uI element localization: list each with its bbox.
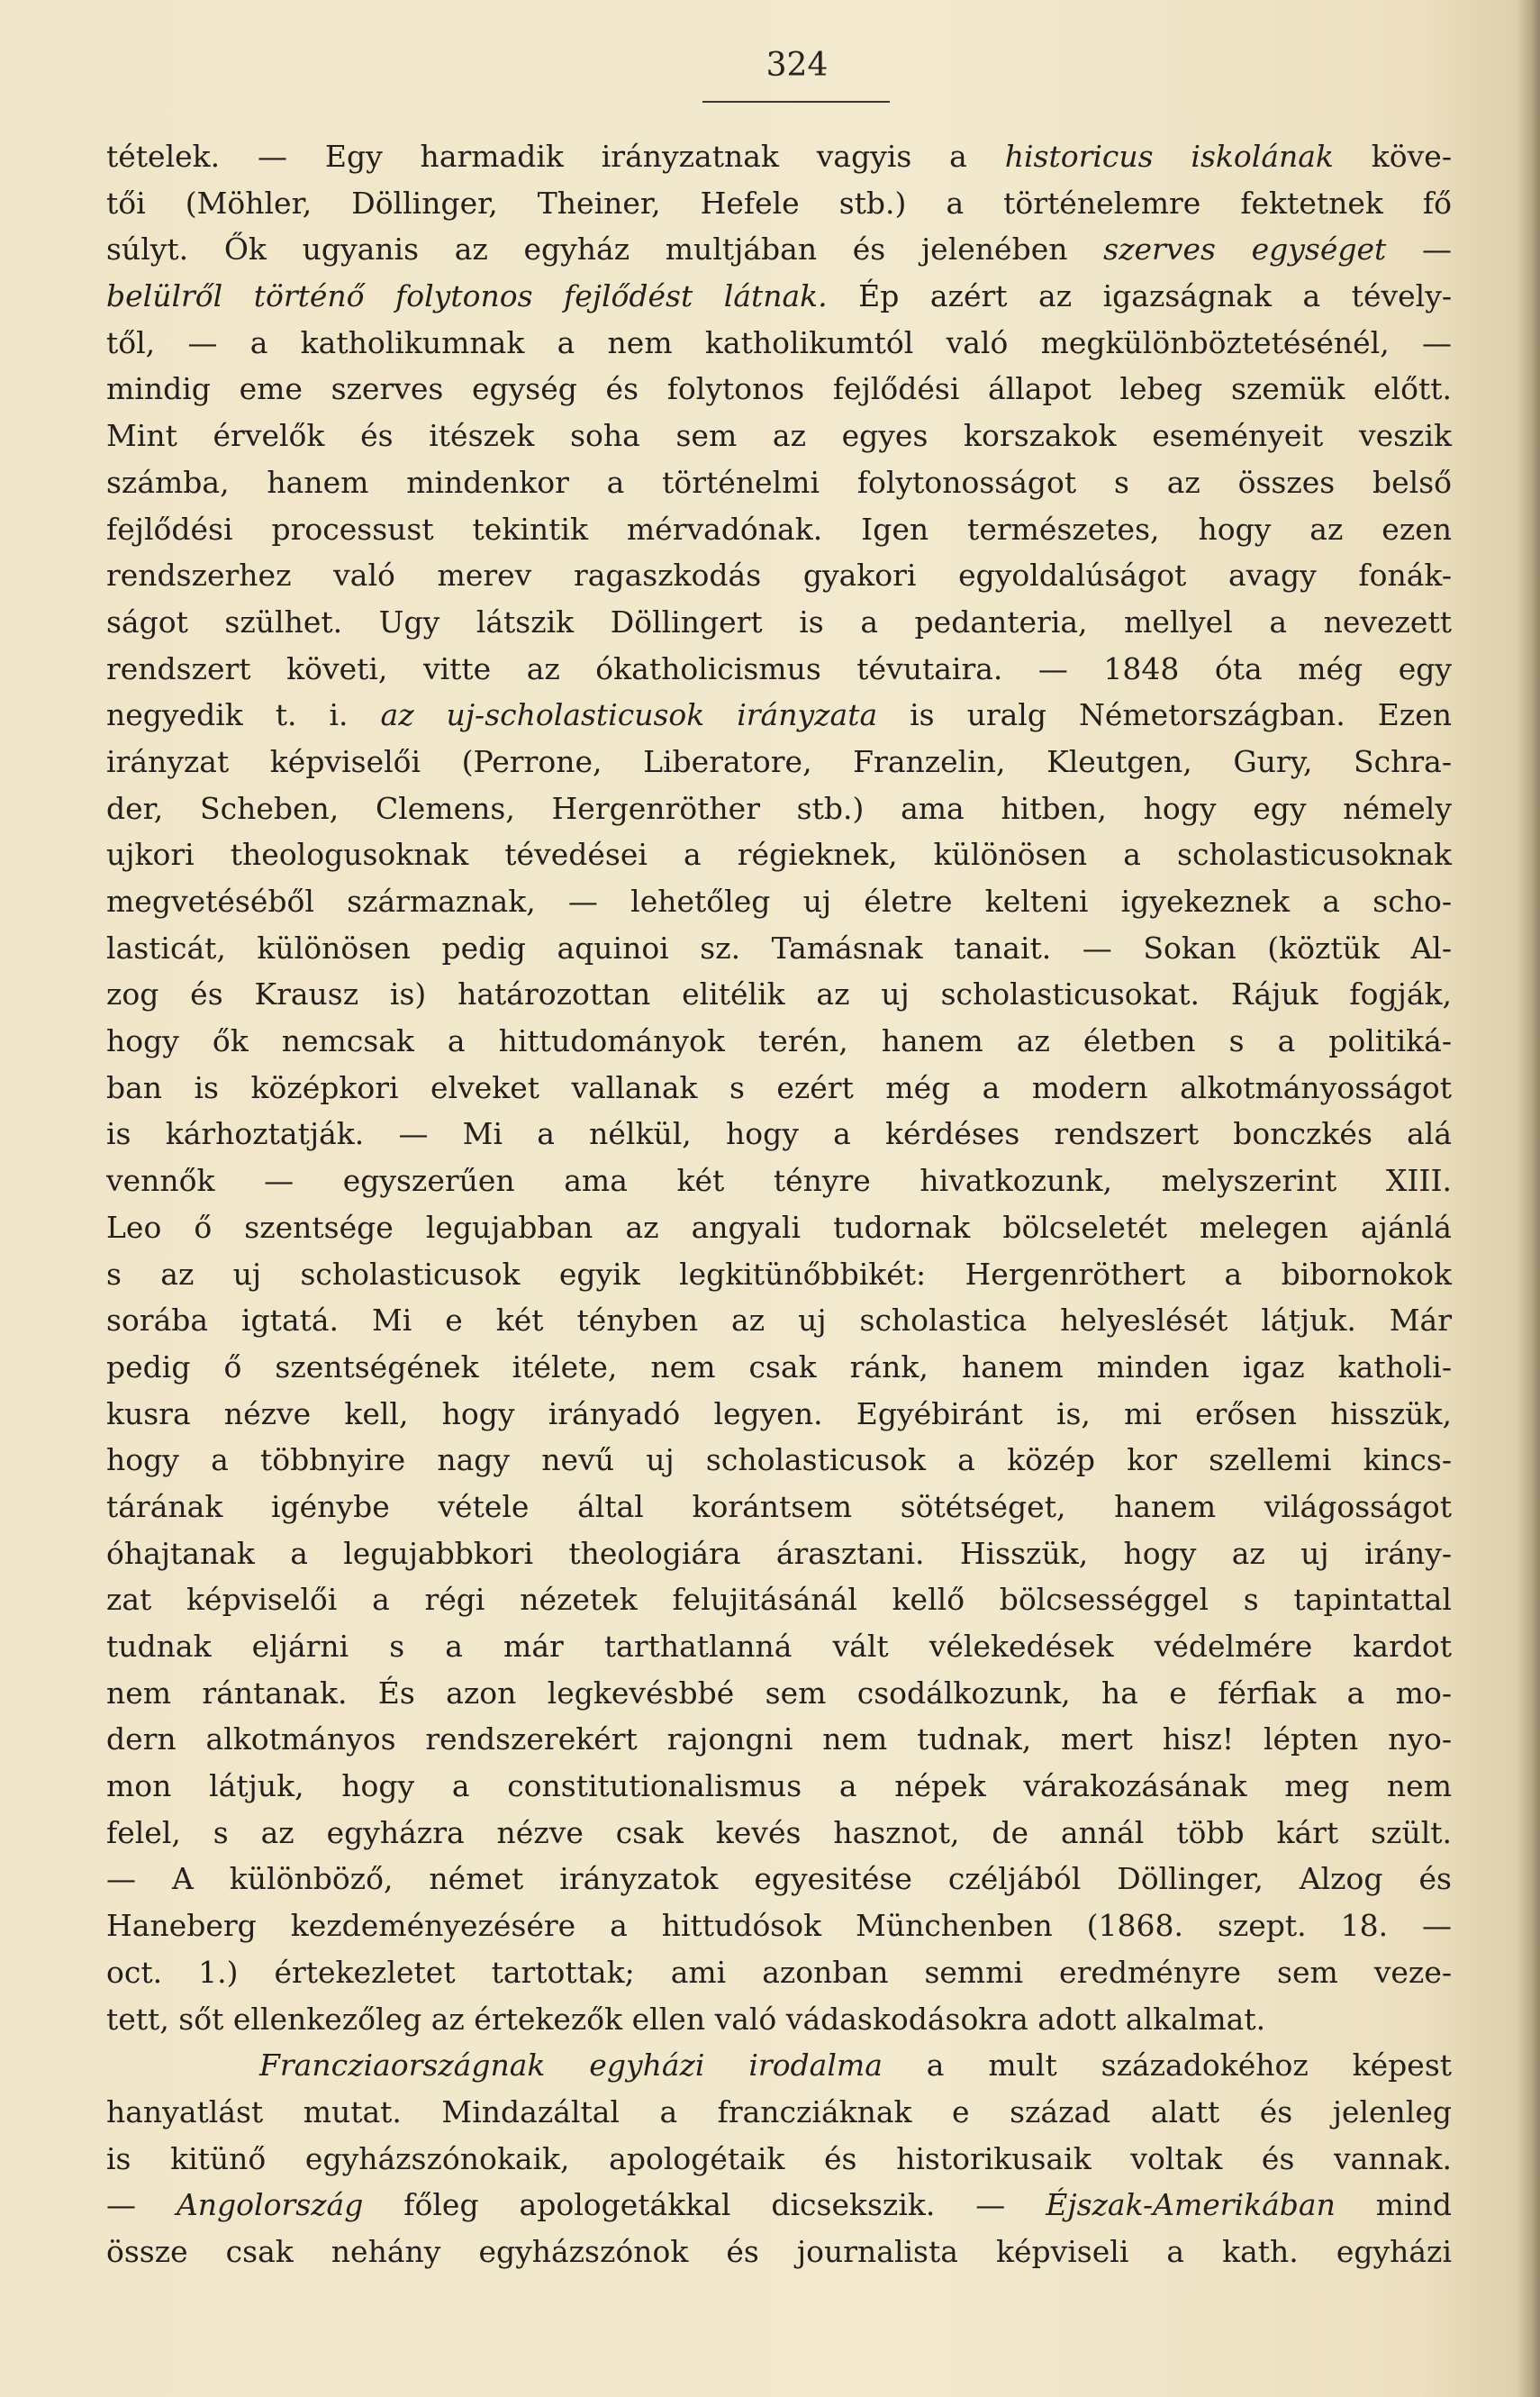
text-run: is kárhoztatják. — Mi a nélkül, hogy a kérdéses rendszert bonczkés alá xyxy=(106,1116,1452,1152)
italic-text: Francziaországnak egyházi irodalma xyxy=(259,2047,883,2084)
italic-text: Éjszak-Amerikában xyxy=(1046,2187,1336,2223)
text-line xyxy=(106,785,1452,832)
text-run: mon látjuk, hogy a constitutionalismus a népek várakozásának meg nem xyxy=(106,1768,1452,1804)
text-line xyxy=(106,1111,1452,1158)
text-line xyxy=(106,971,1452,1018)
text-line xyxy=(106,226,1452,273)
text-line xyxy=(106,692,1452,739)
text-run: számba, hanem mindenkor a történelmi folytonosságot s az összes belső xyxy=(106,464,1452,500)
text-line xyxy=(106,2042,1452,2089)
text-line xyxy=(106,1763,1452,1810)
text-run: mind xyxy=(1335,2187,1453,2223)
text-run: Mint érvelők és itészek soha sem az egyes korszakok eseményeit veszik xyxy=(106,418,1452,454)
text-run: irányzat képviselői (Perrone, Liberatore, Franzelin, Kleutgen, Gury, Schra- xyxy=(106,743,1452,779)
text-line xyxy=(106,2089,1452,2136)
text-run: hogy a többnyire nagy nevű uj scholasticusok a közép kor szellemi kincs- xyxy=(106,1442,1452,1478)
text-line xyxy=(106,133,1452,180)
text-line xyxy=(106,413,1452,459)
text-line xyxy=(106,831,1452,878)
text-run: kusra nézve kell, hogy irányadó legyen. Egyébiránt is, mi erősen hisszük, xyxy=(106,1395,1452,1431)
text-line xyxy=(106,1297,1452,1344)
italic-text: historicus iskolának xyxy=(1004,139,1334,174)
text-run: hanyatlást mutat. Mindazáltal a francziáknak e század alatt és jelenleg xyxy=(106,2093,1452,2129)
text-line xyxy=(106,925,1452,972)
text-run: — A különböző, német irányzatok egyesitése czéljából Döllinger, Alzog és xyxy=(106,1861,1452,1897)
text-run: nem rántanak. És azon legkevésbbé sem csodálkozunk, ha e férfiak a mo- xyxy=(106,1675,1452,1711)
text-line xyxy=(106,1949,1452,1996)
text-run: rendszerhez való merev ragaszkodás gyakori egyoldalúságot avagy fonák- xyxy=(106,558,1452,594)
text-line xyxy=(106,1018,1452,1065)
text-run: tárának igénybe vétele által korántsem sötétséget, hanem világosságot xyxy=(106,1488,1452,1524)
text-run: mindig eme szerves egység és folytonos fejlődési állapot lebeg szemük előtt. xyxy=(106,371,1452,407)
text-line xyxy=(106,2182,1452,2229)
text-run: től, — a katholikumnak a nem katholikumtól való megkülönböztetésénél, — xyxy=(106,324,1452,360)
text-run: sorába igtatá. Mi e két tényben az uj scholastica helyeslését látjuk. Már xyxy=(106,1303,1452,1339)
text-line xyxy=(106,366,1452,413)
text-line xyxy=(106,1484,1452,1530)
text-run: zat képviselői a régi nézetek felujitásánál kellő bölcsességgel s tapintattal xyxy=(106,1582,1452,1618)
text-run: megvetéséből származnak, — lehetőleg uj életre kelteni igyekeznek a scho- xyxy=(106,884,1452,919)
text-line xyxy=(106,739,1452,785)
text-line xyxy=(106,1996,1452,2043)
page-number-rule xyxy=(702,101,890,103)
text-line xyxy=(106,1902,1452,1949)
text-run: tudnak eljárni s a már tarthatlanná vált vélekedések védelmére kardot xyxy=(106,1629,1452,1664)
text-line xyxy=(106,1576,1452,1623)
text-run: — xyxy=(106,2187,177,2223)
text-run: pedig ő szentségének itélete, nem csak ránk, hanem minden igaz katholi- xyxy=(106,1348,1452,1385)
text-run: tételek. — Egy harmadik irányzatnak vagyis a xyxy=(106,139,1005,174)
text-line xyxy=(106,646,1452,693)
text-line xyxy=(106,2229,1452,2275)
text-run: is uralg Németországban. Ezen xyxy=(877,697,1452,733)
text-run: negyedik t. i. xyxy=(106,697,381,733)
text-line xyxy=(106,552,1452,599)
text-line xyxy=(106,273,1452,320)
text-line xyxy=(106,506,1452,553)
text-run: a mult századokéhoz képest xyxy=(882,2047,1453,2084)
text-line xyxy=(106,1158,1452,1204)
text-line xyxy=(106,1391,1452,1438)
text-line xyxy=(106,1856,1452,1902)
text-line xyxy=(106,1437,1452,1484)
text-run: ságot szülhet. Ugy látszik Döllingert is a pedanteria, mellyel a nevezett xyxy=(106,604,1452,640)
text-line xyxy=(106,1065,1452,1112)
text-run: der, Scheben, Clemens, Hergenröther stb.) ama hitben, hogy egy némely xyxy=(106,790,1452,826)
italic-text: Angolország xyxy=(176,2187,364,2223)
text-run: Ép azért az igazságnak a tévely- xyxy=(827,278,1452,314)
text-run: ban is középkori elveket vallanak s ezért még a modern alkotmányosságot xyxy=(106,1069,1452,1105)
text-run: rendszert követi, vitte az ókatholicismus tévutaira. — 1848 óta még egy xyxy=(106,650,1452,686)
text-run: tői (Möhler, Döllinger, Theiner, Hefele stb.) a történelemre fektetnek fő xyxy=(106,185,1452,221)
text-run: Leo ő szentsége legujabban az angyali tudornak bölcseletét melegen ajánlá xyxy=(106,1209,1452,1245)
italic-text: belülről történő folytonos fejlődést látnak. xyxy=(106,278,828,314)
text-run: tett, sőt ellenkezőleg az értekezők ellen való vádaskodásokra adott alkalmat. xyxy=(106,2001,1266,2037)
text-run: oct. 1.) értekezletet tartottak; ami azonban semmi eredményre sem veze- xyxy=(106,1954,1452,1990)
text-line xyxy=(106,180,1452,227)
text-run: Haneberg kezdeményezésére a hittudósok Münchenben (1868. szept. 18. — xyxy=(106,1908,1452,1944)
text-run: főleg apologetákkal dicsekszik. — xyxy=(363,2187,1046,2223)
text-run: súlyt. Ők ugyanis az egyház multjában és jelenében xyxy=(106,232,1104,268)
italic-text: az uj-scholasticusok irányzata xyxy=(380,697,878,733)
text-line xyxy=(106,1623,1452,1670)
text-run: — xyxy=(1386,232,1452,268)
text-run: zog és Krausz is) határozottan elitélik az uj scholasticusokat. Rájuk fogják, xyxy=(106,976,1452,1012)
text-line xyxy=(106,1204,1452,1251)
page-number: 324 xyxy=(765,47,829,84)
text-line xyxy=(106,2136,1452,2183)
text-run: óhajtanak a legujabbkori theologiára árasztani. Hisszük, hogy az uj irány- xyxy=(106,1535,1452,1571)
text-run: dern alkotmányos rendszerekért rajongni nem tudnak, mert hisz! lépten nyo- xyxy=(106,1721,1452,1757)
text-line xyxy=(106,459,1452,506)
italic-text: szerves egységet xyxy=(1103,232,1387,268)
text-line xyxy=(106,1530,1452,1577)
text-line xyxy=(106,1251,1452,1298)
text-line xyxy=(106,1670,1452,1717)
text-run: ujkori theologusoknak tévedései a régieknek, különösen a scholasticusoknak xyxy=(106,837,1452,873)
text-run: hogy ők nemcsak a hittudományok terén, hanem az életben s a politiká- xyxy=(106,1023,1452,1059)
text-line xyxy=(106,1344,1452,1391)
body-text xyxy=(106,133,1452,2275)
text-line xyxy=(106,599,1452,646)
text-run: fejlődési processust tekintik mérvadónak. Igen természetes, hogy az ezen xyxy=(106,511,1452,547)
text-run: össze csak nehány egyházszónok és journalista képviseli a kath. egyházi xyxy=(106,2233,1452,2269)
text-run: is kitünő egyházszónokaik, apologétaik és historikusaik voltak és vannak. xyxy=(106,2140,1452,2176)
text-run: felel, s az egyházra nézve csak kevés hasznot, de annál több kárt szült. xyxy=(106,1814,1452,1850)
text-line xyxy=(106,1716,1452,1763)
text-line xyxy=(106,1810,1452,1857)
text-run: köve- xyxy=(1333,139,1452,174)
text-line xyxy=(106,878,1452,925)
text-run: vennők — egyszerűen ama két tényre hivatkozunk, melyszerint XIII. xyxy=(106,1163,1452,1199)
book-spine-shadow xyxy=(1517,0,1540,2397)
text-run: lasticát, különösen pedig aquinoi sz. Tamásnak tanait. — Sokan (köztük Al- xyxy=(106,930,1452,966)
text-run: s az uj scholasticusok egyik legkitünőbbikét: Hergenröthert a bibornokok xyxy=(106,1256,1452,1292)
text-line xyxy=(106,320,1452,367)
